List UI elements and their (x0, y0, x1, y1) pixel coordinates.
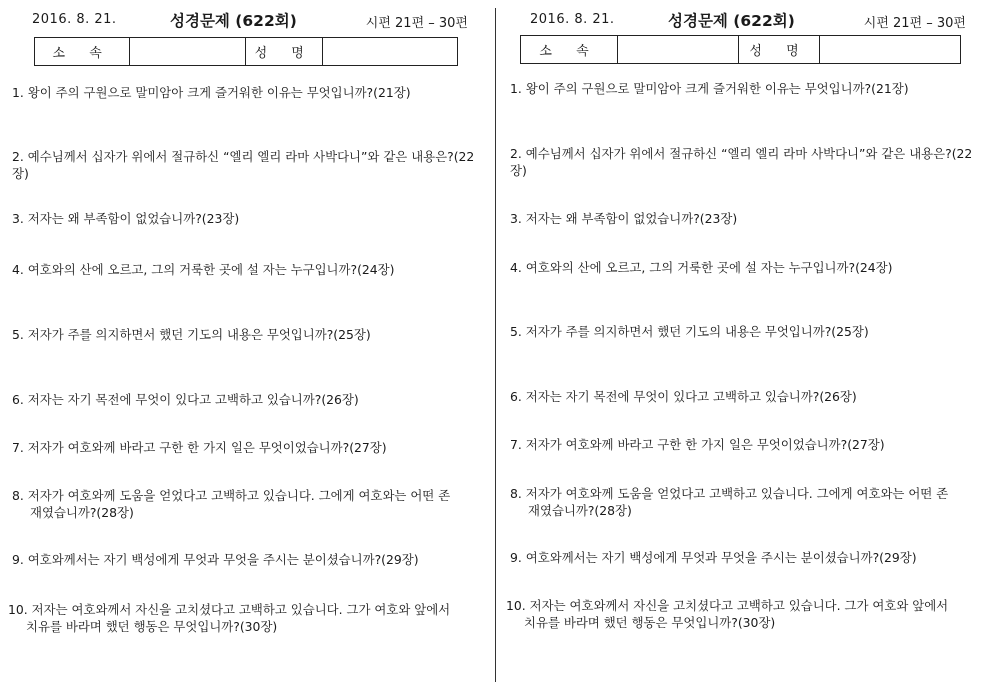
quiz-sheet-left (10, 0, 492, 690)
sheet-date: 2016. 8. 21. (530, 12, 615, 27)
question-8 (12, 487, 482, 521)
question-number: 1. (12, 85, 24, 100)
question-5 (510, 323, 980, 340)
question-number: 9. (12, 552, 24, 567)
center-divider (495, 8, 496, 682)
student-info-table (34, 37, 458, 66)
question-2 (12, 148, 482, 182)
question-text: 여호와께서는 자기 백성에게 무엇과 무엇을 주시는 분이셨습니까?(29장) (27, 552, 419, 567)
question-text: 왕이 주의 구원으로 말미암아 크게 즐거워한 이유는 무엇입니까?(21장) (27, 85, 411, 100)
name-field[interactable] (820, 36, 961, 64)
student-info-table (520, 35, 961, 64)
question-number: 8. (12, 488, 24, 503)
question-7 (12, 439, 482, 456)
question-text: 저자가 주를 의지하면서 했던 기도의 내용은 무엇입니까?(25장) (525, 324, 869, 339)
question-1 (510, 80, 980, 97)
question-text-continued: 재였습니까?(28장) (30, 505, 134, 520)
question-text: 예수님께서 십자가 위에서 절규하신 “엘리 엘리 라마 사박다니”와 같은 내용은?(22장) (12, 149, 475, 181)
question-7 (510, 436, 980, 453)
question-number: 5. (12, 327, 24, 342)
question-10 (8, 601, 478, 635)
question-number: 3. (12, 211, 24, 226)
question-number: 2. (12, 149, 24, 164)
question-text: 저자가 여호와께 바라고 구한 한 가지 일은 무엇이었습니까?(27장) (525, 437, 885, 452)
sheet-date: 2016. 8. 21. (32, 12, 117, 27)
question-number: 4. (12, 262, 24, 277)
quiz-sheet-right (508, 0, 990, 690)
question-number: 5. (510, 324, 522, 339)
question-number: 8. (510, 486, 522, 501)
question-1 (12, 84, 482, 101)
scripture-range: 시편 21편 – 30편 (365, 16, 468, 31)
question-number: 10. (8, 602, 28, 617)
question-text: 여호와께서는 자기 백성에게 무엇과 무엇을 주시는 분이셨습니까?(29장) (525, 550, 917, 565)
question-number: 6. (12, 392, 24, 407)
sheet-title: 성경문제 (622회) (668, 12, 795, 30)
sheet-header (10, 10, 492, 30)
question-2 (510, 145, 980, 179)
question-number: 3. (510, 211, 522, 226)
question-6 (510, 388, 980, 405)
affiliation-field[interactable] (618, 36, 739, 64)
question-number: 7. (12, 440, 24, 455)
question-text: 저자는 왜 부족함이 없었습니까?(23장) (27, 211, 240, 226)
question-4 (12, 261, 482, 278)
sheet-header (508, 10, 990, 30)
question-text: 저자는 자기 목전에 무엇이 있다고 고백하고 있습니까?(26장) (525, 389, 857, 404)
question-text: 저자가 주를 의지하면서 했던 기도의 내용은 무엇입니까?(25장) (27, 327, 371, 342)
sheet-title: 성경문제 (622회) (170, 12, 297, 30)
question-text: 저자는 여호와께서 자신을 고치셨다고 고백하고 있습니다. 그가 여호와 앞에서 (31, 602, 451, 617)
question-4 (510, 259, 980, 276)
name-label: 성 명 (739, 36, 820, 64)
question-5 (12, 326, 482, 343)
name-label: 성 명 (246, 38, 322, 66)
affiliation-label: 소 속 (35, 38, 130, 66)
question-10 (506, 597, 976, 631)
question-9 (510, 549, 980, 566)
question-9 (12, 551, 482, 568)
question-text: 저자는 여호와께서 자신을 고치셨다고 고백하고 있습니다. 그가 여호와 앞에서 (529, 598, 949, 613)
question-number: 1. (510, 81, 522, 96)
question-number: 4. (510, 260, 522, 275)
question-number: 2. (510, 146, 522, 161)
question-8 (510, 485, 980, 519)
question-text: 저자가 여호와께 도움을 얻었다고 고백하고 있습니다. 그에게 여호와는 어떤 존 (27, 488, 451, 503)
question-text-continued: 재였습니까?(28장) (528, 503, 632, 518)
question-number: 7. (510, 437, 522, 452)
question-text: 저자가 여호와께 바라고 구한 한 가지 일은 무엇이었습니까?(27장) (27, 440, 387, 455)
question-number: 10. (506, 598, 526, 613)
scripture-range: 시편 21편 – 30편 (863, 16, 966, 31)
question-text: 저자는 왜 부족함이 없었습니까?(23장) (525, 211, 738, 226)
name-field[interactable] (322, 38, 457, 66)
question-text: 왕이 주의 구원으로 말미암아 크게 즐거워한 이유는 무엇입니까?(21장) (525, 81, 909, 96)
question-number: 6. (510, 389, 522, 404)
question-text: 여호와의 산에 오르고, 그의 거룩한 곳에 설 자는 누구입니까?(24장) (525, 260, 893, 275)
question-3 (510, 210, 980, 227)
question-text-continued: 치유를 바라며 했던 행동은 무엇입니까?(30장) (26, 619, 278, 634)
question-text: 예수님께서 십자가 위에서 절규하신 “엘리 엘리 라마 사박다니”와 같은 내용은?(22장) (510, 146, 973, 178)
question-number: 9. (510, 550, 522, 565)
affiliation-label: 소 속 (521, 36, 618, 64)
question-text-continued: 치유를 바라며 했던 행동은 무엇입니까?(30장) (524, 615, 776, 630)
question-text: 여호와의 산에 오르고, 그의 거룩한 곳에 설 자는 누구입니까?(24장) (27, 262, 395, 277)
affiliation-field[interactable] (130, 38, 246, 66)
question-6 (12, 391, 482, 408)
question-text: 저자는 자기 목전에 무엇이 있다고 고백하고 있습니까?(26장) (27, 392, 359, 407)
question-3 (12, 210, 482, 227)
question-text: 저자가 여호와께 도움을 얻었다고 고백하고 있습니다. 그에게 여호와는 어떤 존 (525, 486, 949, 501)
